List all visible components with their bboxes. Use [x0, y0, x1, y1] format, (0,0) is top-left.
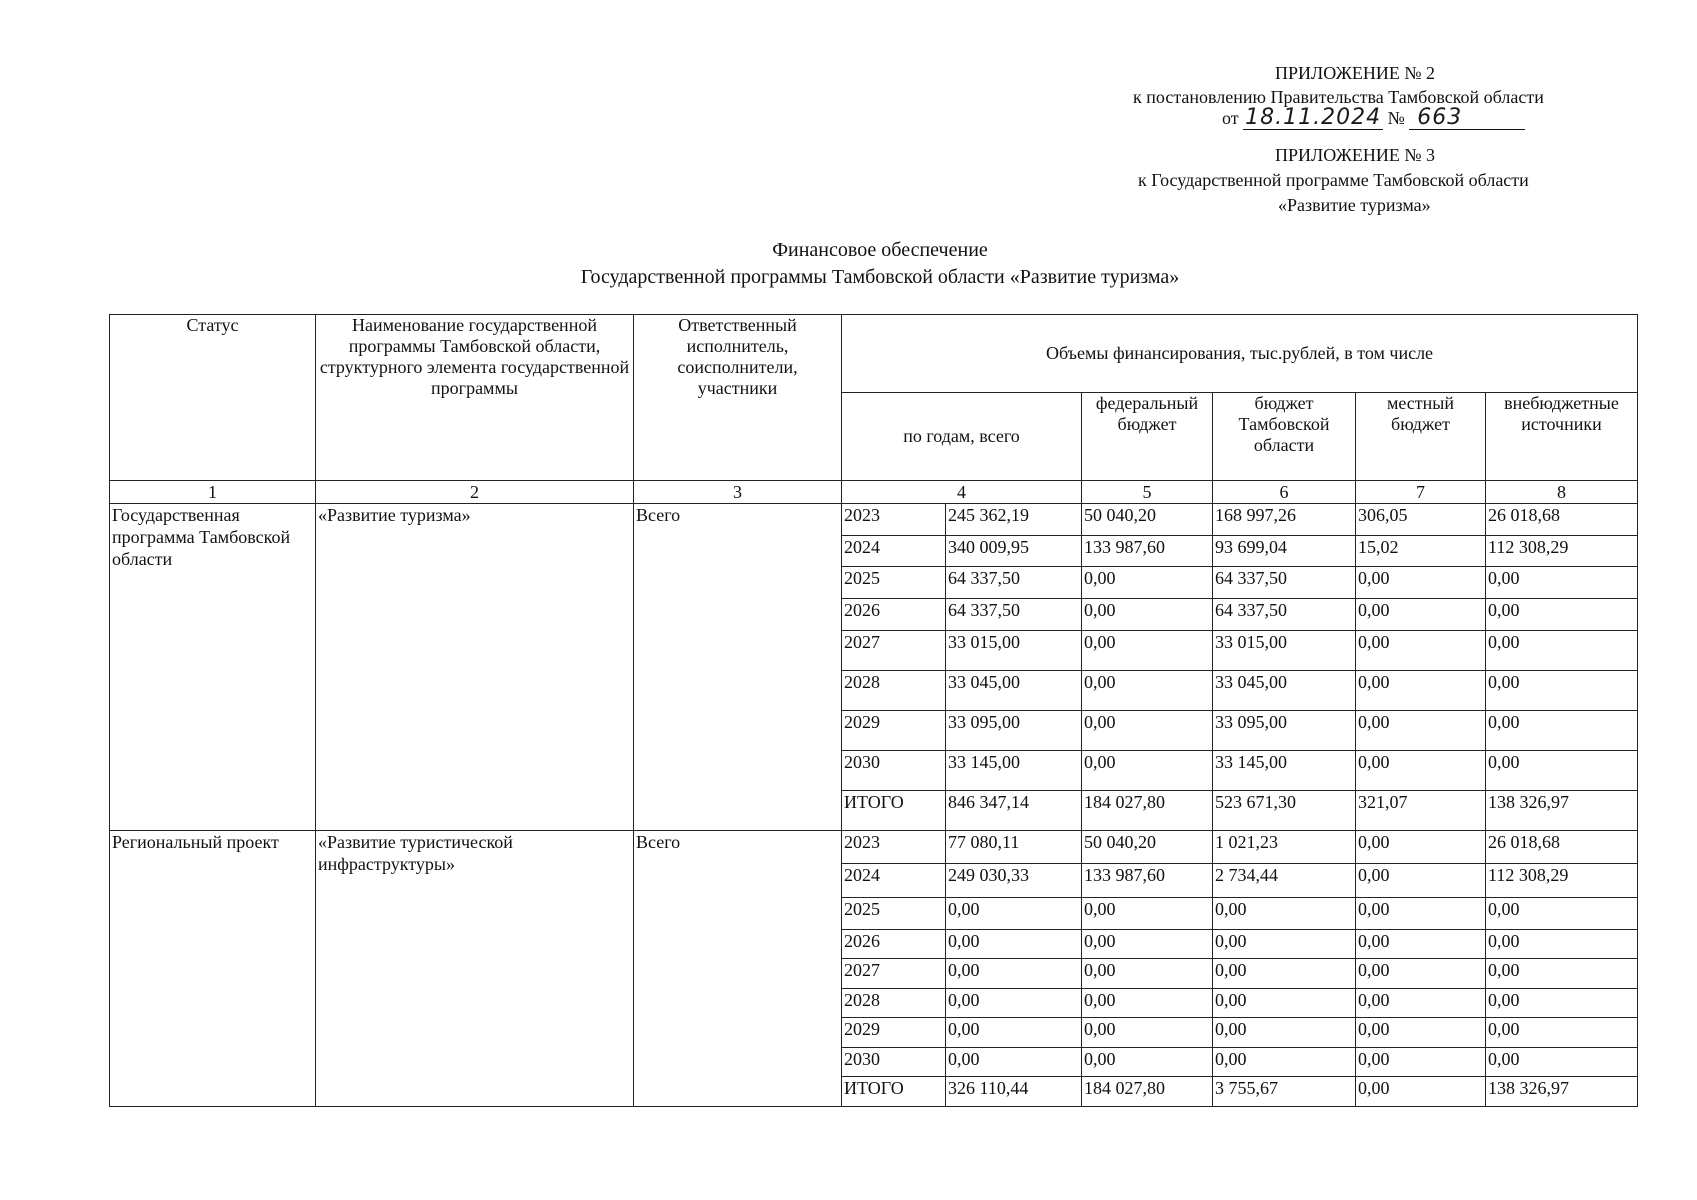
row-total: 0,00 [946, 1018, 1082, 1048]
row-local: 0,00 [1356, 750, 1486, 790]
row-total: 33 095,00 [946, 710, 1082, 750]
row-total: 0,00 [946, 929, 1082, 959]
row-total: 33 045,00 [946, 670, 1082, 710]
appendix3-title: ПРИЛОЖЕНИЕ № 3 [1275, 145, 1436, 165]
header-extra: внебюджетные источники [1486, 393, 1638, 481]
row-extra: 0,00 [1486, 567, 1638, 599]
row-total: 340 009,95 [946, 535, 1082, 567]
section-status: Государственная программа Тамбовской области [110, 504, 316, 831]
appendix2-subtitle: к постановлению Правительства Тамбовской области [1133, 87, 1544, 107]
row-federal: 184 027,80 [1082, 1077, 1213, 1107]
header-funding: Объемы финансирования, тыс.рублей, в том числе [842, 315, 1638, 393]
row-federal: 50 040,20 [1082, 504, 1213, 536]
row-regional: 64 337,50 [1213, 567, 1356, 599]
row-federal: 0,00 [1082, 929, 1213, 959]
row-total: 33 015,00 [946, 630, 1082, 670]
row-year: 2023 [842, 504, 946, 536]
table-row [110, 830, 1638, 864]
section-name: «Развитие туризма» [316, 504, 634, 831]
row-extra: 26 018,68 [1486, 504, 1638, 536]
row-local: 0,00 [1356, 710, 1486, 750]
column-number: 1 [110, 481, 316, 504]
row-year: 2023 [842, 830, 946, 864]
row-year: 2024 [842, 535, 946, 567]
row-federal: 0,00 [1082, 567, 1213, 599]
row-total: 33 145,00 [946, 750, 1082, 790]
appendix3-program-name: «Развитие туризма» [1278, 195, 1431, 215]
row-year: 2027 [842, 630, 946, 670]
table-body [110, 504, 1638, 1107]
row-extra: 0,00 [1486, 959, 1638, 989]
row-extra: 0,00 [1486, 988, 1638, 1018]
row-extra: 0,00 [1486, 598, 1638, 630]
row-regional: 2 734,44 [1213, 864, 1356, 898]
row-regional: 33 015,00 [1213, 630, 1356, 670]
row-total: 64 337,50 [946, 598, 1082, 630]
row-extra: 0,00 [1486, 750, 1638, 790]
header-executor: Ответственный исполнитель, соисполнители, участники [634, 315, 842, 481]
document-title-line1: Финансовое обеспечение [772, 239, 988, 261]
row-regional: 1 021,23 [1213, 830, 1356, 864]
section-executor: Всего [634, 504, 842, 831]
row-local: 0,00 [1356, 567, 1486, 599]
column-number: 2 [316, 481, 634, 504]
financing-table [109, 314, 1638, 1107]
row-year: ИТОГО [842, 1077, 946, 1107]
row-local: 0,00 [1356, 670, 1486, 710]
row-extra: 0,00 [1486, 630, 1638, 670]
section-executor: Всего [634, 830, 842, 1106]
appendix2-number: 663 [1409, 107, 1525, 130]
row-regional: 33 095,00 [1213, 710, 1356, 750]
row-regional: 93 699,04 [1213, 535, 1356, 567]
row-local: 0,00 [1356, 1077, 1486, 1107]
appendix2-date-line [1222, 107, 1525, 130]
row-extra: 0,00 [1486, 710, 1638, 750]
row-local: 0,00 [1356, 988, 1486, 1018]
row-federal: 0,00 [1082, 670, 1213, 710]
row-local: 0,00 [1356, 1018, 1486, 1048]
row-year: 2026 [842, 598, 946, 630]
row-total: 0,00 [946, 1047, 1082, 1077]
row-local: 0,00 [1356, 598, 1486, 630]
row-regional: 3 755,67 [1213, 1077, 1356, 1107]
row-year: 2027 [842, 959, 946, 989]
row-total: 77 080,11 [946, 830, 1082, 864]
row-total: 0,00 [946, 959, 1082, 989]
row-extra: 0,00 [1486, 670, 1638, 710]
header-regional: бюджет Тамбовской области [1213, 393, 1356, 481]
row-total: 245 362,19 [946, 504, 1082, 536]
row-federal: 133 987,60 [1082, 535, 1213, 567]
row-federal: 0,00 [1082, 750, 1213, 790]
row-extra: 0,00 [1486, 898, 1638, 930]
row-total: 249 030,33 [946, 864, 1082, 898]
row-total: 0,00 [946, 988, 1082, 1018]
row-federal: 0,00 [1082, 1018, 1213, 1048]
row-federal: 0,00 [1082, 959, 1213, 989]
row-year: 2030 [842, 750, 946, 790]
row-extra: 112 308,29 [1486, 864, 1638, 898]
row-extra: 0,00 [1486, 1047, 1638, 1077]
row-local: 0,00 [1356, 1047, 1486, 1077]
row-regional: 0,00 [1213, 988, 1356, 1018]
row-extra: 0,00 [1486, 1018, 1638, 1048]
row-year: 2029 [842, 1018, 946, 1048]
table-row [110, 504, 1638, 536]
header-status: Статус [110, 315, 316, 481]
appendix2-from-label: от [1222, 108, 1239, 128]
row-local: 0,00 [1356, 959, 1486, 989]
row-local: 0,00 [1356, 630, 1486, 670]
column-number: 5 [1082, 481, 1213, 504]
row-year: 2029 [842, 710, 946, 750]
row-total: 846 347,14 [946, 790, 1082, 830]
row-regional: 168 997,26 [1213, 504, 1356, 536]
column-number: 4 [842, 481, 1082, 504]
row-year: 2024 [842, 864, 946, 898]
row-federal: 0,00 [1082, 988, 1213, 1018]
header-federal: федеральный бюджет [1082, 393, 1213, 481]
row-federal: 50 040,20 [1082, 830, 1213, 864]
column-number: 3 [634, 481, 842, 504]
row-extra: 112 308,29 [1486, 535, 1638, 567]
row-regional: 0,00 [1213, 898, 1356, 930]
row-regional: 33 045,00 [1213, 670, 1356, 710]
row-federal: 133 987,60 [1082, 864, 1213, 898]
row-local: 0,00 [1356, 830, 1486, 864]
row-federal: 0,00 [1082, 598, 1213, 630]
column-number: 7 [1356, 481, 1486, 504]
section-status: Региональный проект [110, 830, 316, 1106]
header-by-years: по годам, всего [842, 393, 1082, 481]
row-total: 326 110,44 [946, 1077, 1082, 1107]
header-name: Наименование государственной программы Тамбовской области, структурного элемента государственной программы [316, 315, 634, 481]
row-local: 15,02 [1356, 535, 1486, 567]
row-federal: 0,00 [1082, 630, 1213, 670]
row-total: 64 337,50 [946, 567, 1082, 599]
row-year: 2030 [842, 1047, 946, 1077]
appendix2-date: 18.11.2024 [1245, 105, 1382, 130]
row-year: 2028 [842, 988, 946, 1018]
row-regional: 0,00 [1213, 929, 1356, 959]
row-federal: 0,00 [1082, 1047, 1213, 1077]
row-extra: 138 326,97 [1486, 790, 1638, 830]
row-regional: 64 337,50 [1213, 598, 1356, 630]
row-year: 2025 [842, 898, 946, 930]
row-local: 0,00 [1356, 929, 1486, 959]
row-local: 0,00 [1356, 898, 1486, 930]
row-year: 2026 [842, 929, 946, 959]
row-local: 306,05 [1356, 504, 1486, 536]
row-year: 2028 [842, 670, 946, 710]
row-extra: 26 018,68 [1486, 830, 1638, 864]
appendix2-title: ПРИЛОЖЕНИЕ № 2 [1275, 63, 1436, 83]
row-regional: 33 145,00 [1213, 750, 1356, 790]
header-local: местный бюджет [1356, 393, 1486, 481]
document-title-line2: Государственной программы Тамбовской области «Развитие туризма» [580, 266, 1180, 288]
row-year: 2025 [842, 567, 946, 599]
section-name: «Развитие туристической инфраструктуры» [316, 830, 634, 1106]
row-local: 0,00 [1356, 864, 1486, 898]
row-local: 321,07 [1356, 790, 1486, 830]
row-regional: 523 671,30 [1213, 790, 1356, 830]
appendix2-number-label: № [1387, 108, 1405, 128]
row-extra: 138 326,97 [1486, 1077, 1638, 1107]
row-total: 0,00 [946, 898, 1082, 930]
row-federal: 184 027,80 [1082, 790, 1213, 830]
row-regional: 0,00 [1213, 1047, 1356, 1077]
appendix3-subtitle: к Государственной программе Тамбовской области [1138, 170, 1529, 190]
row-federal: 0,00 [1082, 898, 1213, 930]
row-federal: 0,00 [1082, 710, 1213, 750]
row-extra: 0,00 [1486, 929, 1638, 959]
row-year: ИТОГО [842, 790, 946, 830]
row-regional: 0,00 [1213, 1018, 1356, 1048]
column-number: 6 [1213, 481, 1356, 504]
column-number: 8 [1486, 481, 1638, 504]
row-regional: 0,00 [1213, 959, 1356, 989]
